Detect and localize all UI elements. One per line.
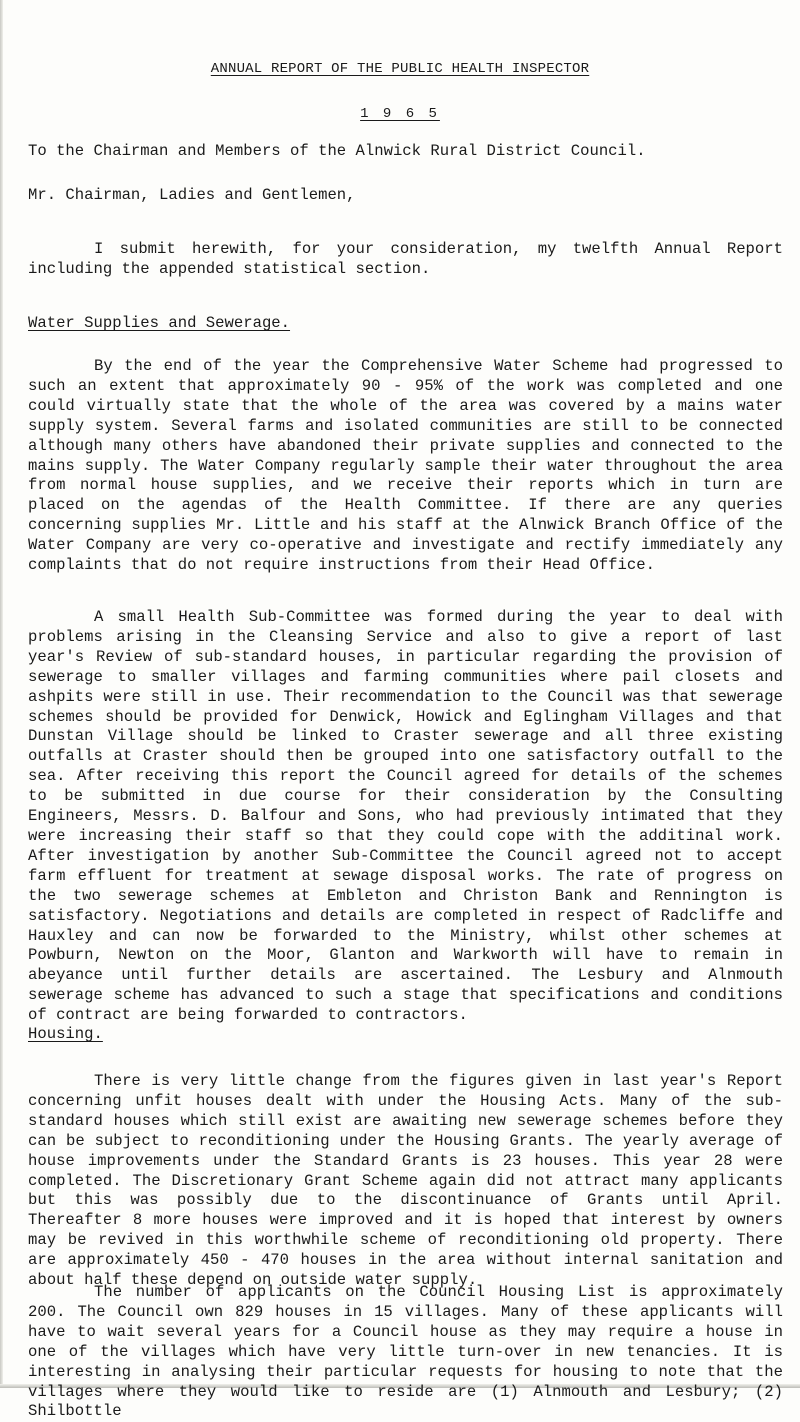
scan-edge-left	[0, 0, 3, 1388]
water-paragraph-2: A small Health Sub-Committee was formed during the year to deal with problems arising in the Cleansing Service and also to give a report of last year's Review of sub-standard houses, in particular regarding the provision of sewerage to smaller villages and farming communities where pail closets and ashpits were still in use. Their recommendation to the Council was that sewerage schemes should be provided for Denwick, Howick and Eglingham Villages and that Dunstan Village should be linked to Craster sewerage and all three existing outfalls at Craster should then be grouped into one satisfactory outfall to the sea. After receiving this report the Council agreed for details of the schemes to be submitted in due course for their consideration by the Consulting Engineers, Messrs. D. Balfour and Sons, who had previously intimated that they were increasing their staff so that they could cope with the additinal work. After investigation by another Sub-Committee the Council agreed not to accept farm effluent for treatment at sewage disposal works. The rate of progress on the two sewerage schemes at Embleton and Christon Bank and Rennington is satisfactory. Negotiations and details are completed in respect of Radcliffe and Hauxley and can now be forwarded to the Ministry, whilst other schemes at Powburn, Newton on the Moor, Glanton and Warkworth will have to remain in abeyance until further details are ascertained. The Lesbury and Alnmouth sewerage scheme has advanced to such a stage that specifications and conditions of contract are being forwarded to contractors.	[28, 608, 783, 1025]
report-year: 1 9 6 5	[360, 106, 440, 122]
intro-paragraph: I submit herewith, for your consideration, my twelfth Annual Report including the appended statistical section.	[28, 240, 783, 278]
section-heading-water: Water Supplies and Sewerage.	[28, 314, 291, 332]
housing-paragraph-1: There is very little change from the figures given in last year's Report concerning unfit houses dealt with under the Housing Acts. Many of the sub-standard houses which still exist are awaiting new sewerage schemes before they can be subject to reconditioning under the Housing Grants. The yearly average of house improvements under the Standard Grants is 23 houses. This year 28 were completed. The Discretionary Grant Scheme again did not attract many applicants but this was possibly due to the discontinuance of Grants until April. Thereafter 8 more houses were improved and it is hoped that interest by owners may be revived in this worthwhile scheme of reconditioning old property. There are approximately 450 - 470 houses in the area without internal sanitation and about half these depend on outside water supply.	[28, 1072, 783, 1290]
water-paragraph-1: By the end of the year the Comprehensive Water Scheme had progressed to such an extent that approximately 90 - 95% of the work was completed and one could virtually state that the whole of the area was covered by a mains water supply system. Several farms and isolated communities are still to be connected although many others have abandoned their private supplies and connected to the mains supply. The Water Company regularly sample their water throughout the area from normal house supplies, and we receive their reports which in turn are placed on the agendas of the Health Committee. If there are any queries concerning supplies Mr. Little and his staff at the Alnwick Branch Office of the Water Company are very co-operative and investigate and rectify immediately any complaints that do not require instructions from their Head Office.	[28, 357, 783, 575]
salutation-greeting: Mr. Chairman, Ladies and Gentlemen,	[28, 186, 356, 204]
report-title: ANNUAL REPORT OF THE PUBLIC HEALTH INSPECTOR	[210, 61, 590, 77]
section-heading-housing: Housing.	[28, 1025, 103, 1043]
salutation-addressee: To the Chairman and Members of the Alnwick Rural District Council.	[28, 142, 646, 160]
housing-paragraph-2: The number of applicants on the Council Housing List is approximately 200. The Council own 829 houses in 15 villages. Many of these applicants will have to wait several years for a Council house as they may require a house in one of the villages which have very little turn-over in new tenancies. It is interesting in analysing their particular requests for housing to note that the villages where they would like to reside are (1) Alnmouth and Lesbury; (2) Shilbottle	[28, 1283, 783, 1421]
